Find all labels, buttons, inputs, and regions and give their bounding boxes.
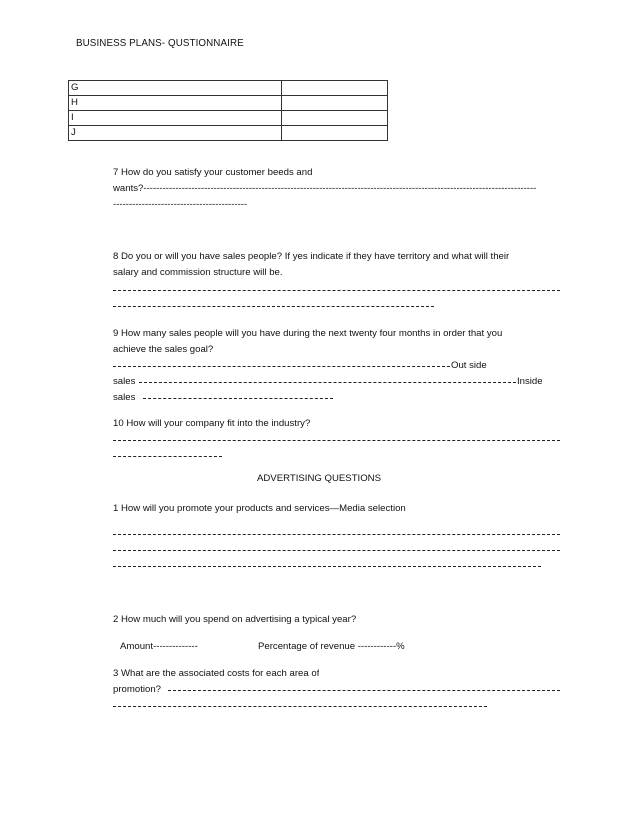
adv-q2-text: 2 How much will you spend on advertising a typical year? [113, 614, 357, 625]
table-cell-value [282, 126, 388, 141]
q8-text: 8 Do you or will you have sales people? If yes indicate if they have territory and what will their [113, 251, 510, 262]
q9-out-side-label: Out side [451, 360, 487, 371]
q7-text: 7 How do you satisfy your customer beeds and [113, 167, 313, 178]
q9-text-cont: achieve the sales goal? [113, 344, 214, 355]
q9-inside-label: Inside [517, 376, 543, 387]
q7-answer-line: ------------------------------------------ [113, 199, 248, 210]
adv-q3-answer-line [168, 690, 560, 691]
adv-q1-text: 1 How will you promote your products and services—Media selection [113, 503, 406, 514]
table-cell-label: H [69, 96, 282, 111]
q8-answer-line [113, 306, 434, 307]
table-row [69, 81, 388, 96]
table-row [69, 96, 388, 111]
q10-answer-line [113, 456, 222, 457]
q7-wants-line: wants?--------------------------------------------------------------------------------------------------------------------------- [113, 183, 537, 194]
info-table [68, 80, 388, 141]
adv-q3-answer-line [113, 706, 487, 707]
table-cell-value [282, 81, 388, 96]
percentage-field: Percentage of revenue ------------% [258, 641, 405, 652]
q9-answer-line [139, 382, 516, 383]
adv-q3-text-cont: promotion? [113, 684, 161, 695]
table-cell-label: G [69, 81, 282, 96]
q9-sales-label: sales [113, 392, 136, 403]
q9-text: 9 How many sales people will you have during the next twenty four months in order that you [113, 328, 503, 339]
table-cell-label: I [69, 111, 282, 126]
q9-sales-label: sales [113, 376, 136, 387]
q10-text: 10 How will your company fit into the industry? [113, 418, 311, 429]
section-heading: ADVERTISING QUESTIONS [256, 473, 382, 484]
adv-q1-answer-line [113, 534, 560, 535]
table-cell-value [282, 96, 388, 111]
table-cell-value [282, 111, 388, 126]
adv-q1-answer-line [113, 566, 541, 567]
table-row [69, 111, 388, 126]
document-title: BUSINESS PLANS- QUSTIONNAIRE [76, 38, 244, 49]
q8-answer-line [113, 290, 560, 291]
table-cell-label: J [69, 126, 282, 141]
q9-answer-line [113, 366, 450, 367]
adv-q3-text: 3 What are the associated costs for each area of [113, 668, 320, 679]
q8-text-cont: salary and commission structure will be. [113, 267, 283, 278]
amount-field: Amount-------------- [120, 641, 198, 652]
adv-q1-answer-line [113, 550, 560, 551]
q10-answer-line [113, 440, 560, 441]
q9-answer-line [143, 398, 333, 399]
table-row [69, 126, 388, 141]
